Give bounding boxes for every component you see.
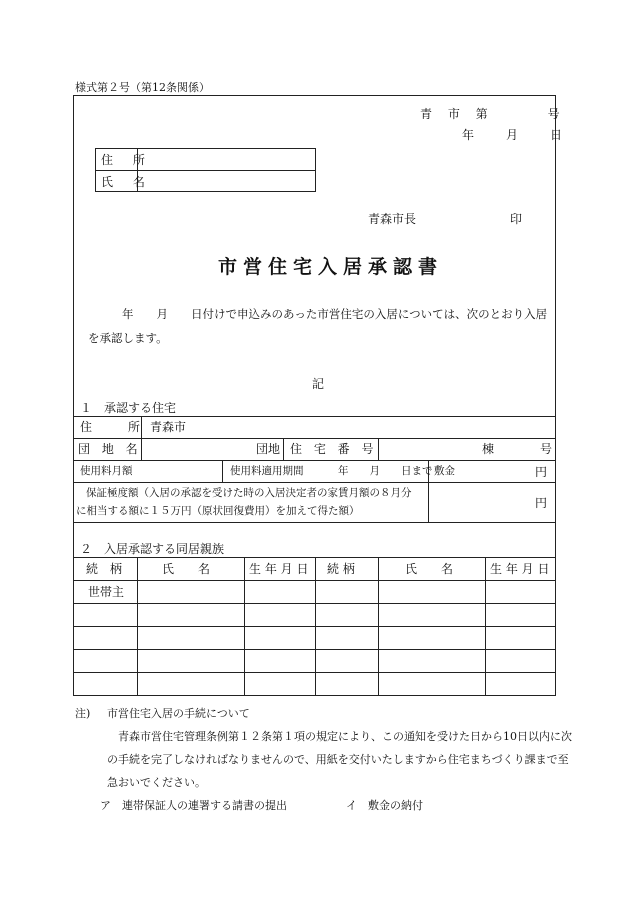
house-number-label: 住 宅 番 号 <box>290 442 378 456</box>
building-suffix: 棟 <box>482 442 495 456</box>
rent-period-label: 使用料適用期間 <box>230 465 304 477</box>
danchi-suffix: 団地 <box>256 442 281 456</box>
head-of-household: 世帯主 <box>88 585 125 599</box>
house-address-value: 青森市 <box>150 420 187 434</box>
body-text-line2: を承認します。 <box>88 331 168 345</box>
recipient-name-label: 氏 名 <box>101 175 153 189</box>
rent-period-value: 年 月 日まで <box>338 465 433 477</box>
danchi-label: 団 地 名 <box>78 442 142 456</box>
unit-suffix: 号 <box>540 442 553 456</box>
issuer-name: 青森市長 <box>368 212 417 226</box>
reference-number: 青 市 第 号 <box>420 107 566 121</box>
guarantee-text-line2: に相当する額に１５万円（原状回復費用）を加えて得た額） <box>76 505 360 517</box>
guarantee-yen: 円 <box>535 496 548 510</box>
notes-label: 注) <box>75 707 91 720</box>
seal-mark: 印 <box>510 212 523 226</box>
house-address-label: 住 所 <box>80 420 145 434</box>
col-header-birthdate-1: 生 年 月 日 <box>249 562 309 576</box>
notes-line2: の手続を完了しなければなりませんので、用紙を交付いたしますから住宅まちづくり課まで至 <box>107 753 569 766</box>
form-label: 様式第２号（第12条関係） <box>75 81 210 94</box>
col-header-name-2: 氏 名 <box>405 562 454 576</box>
section2-heading: ２ 入居承認する同居親族 <box>80 542 225 556</box>
col-header-birthdate-2: 生 年 月 日 <box>490 562 550 576</box>
deposit-label: 敷金 <box>434 465 455 477</box>
col-header-name-1: 氏 名 <box>162 562 211 576</box>
notes-line1: 青森市営住宅管理条例第１２条第１項の規定により、この通知を受けた日から10日以内に次 <box>118 730 572 743</box>
body-text-line1: 年 月 日付けで申込みのあった市営住宅の入居については、次のとおり入居 <box>122 307 548 321</box>
ki-mark: 記 <box>312 377 325 391</box>
issue-date: 年 月 日 <box>462 128 573 142</box>
notes-item-a: ア 連帯保証人の連署する請書の提出 <box>100 799 287 812</box>
notes-line3: 急おいでください。 <box>107 776 206 789</box>
deposit-yen: 円 <box>535 465 548 479</box>
document-title: 市営住宅入居承認書 <box>218 256 444 278</box>
recipient-address-label: 住 所 <box>101 153 153 167</box>
col-header-relation-1: 続 柄 <box>86 562 123 576</box>
recipient-box <box>95 148 316 192</box>
notes-heading: 市営住宅入居の手続について <box>107 707 250 720</box>
section1-heading: １ 承認する住宅 <box>80 401 177 415</box>
notes-item-b: イ 敷金の納付 <box>346 799 423 812</box>
col-header-relation-2: 続 柄 <box>327 562 355 576</box>
guarantee-text-line1: 保証極度額（入居の承認を受けた時の入居決定者の家賃月額の８月分 <box>86 487 412 499</box>
rent-label: 使用料月額 <box>80 465 133 477</box>
